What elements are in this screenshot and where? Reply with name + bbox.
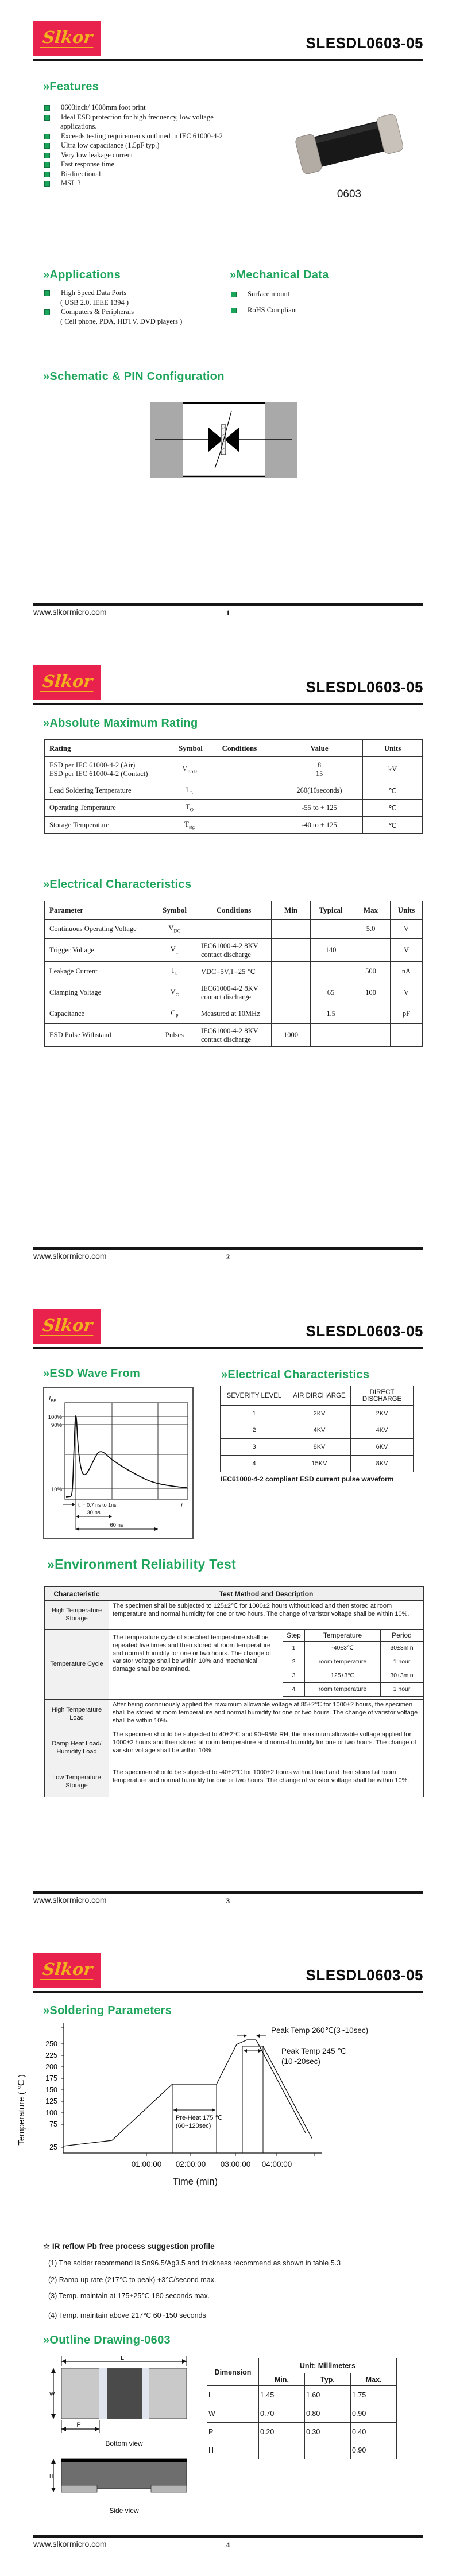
column-header: Conditions — [196, 901, 272, 920]
table-row: 4 room temperature 1 hour — [283, 1683, 423, 1697]
page-number: 1 — [226, 608, 230, 617]
reflow-profile-chart — [11, 2018, 402, 2190]
table-row: Clamping Voltage $V_C$ IEC61000-4-2 8KV contact discharge 65 100 V — [45, 981, 423, 1004]
rise-time-label: $t_r = 0.7$ ns to 1ns — [78, 1502, 117, 1510]
soldering-parameters-heading: »Soldering Parameters — [43, 2004, 172, 2017]
severity-table-caption: IEC61000-4-2 compliant ESD current pulse waveform — [221, 1475, 394, 1483]
page-1 — [0, 0, 456, 644]
column-header: Test Method and Description — [109, 1587, 424, 1601]
footer-website: www.slkormicro.com — [33, 2539, 107, 2548]
reflow-note-4: (4) Temp. maintain above 217℃ 60~150 seconds — [48, 2311, 206, 2319]
column-header: Value — [276, 740, 363, 757]
tick-label: 100% — [48, 1414, 62, 1421]
column-header: Dimension — [207, 2358, 259, 2386]
y-axis-title: Temperature ( ℃ ) — [17, 2074, 26, 2146]
bullet-square-icon — [44, 172, 50, 177]
column-header: Unit: Millimeters — [259, 2358, 397, 2373]
table-row: High Temperature Storage The specimen shall be subjected to 125±2℃ for 1000±2 hours without load and then stored at room temperature and normal humidity for one or two hours. The change of varistor voltage shall be within 10%. — [45, 1601, 424, 1630]
tick-label: 125 — [45, 2097, 57, 2105]
table-row: ESD Pulse Withstand Pulses IEC61000-4-2 8KV contact discharge 1000 — [45, 1024, 423, 1047]
table-row: High Temperature Load After being continuously applied the maximum allowable voltage at 85±2℃ for 1000±2 hours, the specimen shall be stored at room temperature and normal humidity for one or two hours. The change of varistor voltage shall be within 10%. — [45, 1700, 424, 1729]
table-row: Trigger Voltage $V_T$ IEC61000-4-2 8KV contact discharge 140 V — [45, 939, 423, 962]
column-header: Symbol — [176, 740, 203, 757]
x-tick-label: 02:00:00 — [175, 2160, 206, 2168]
column-header: Units — [391, 901, 423, 920]
schematic-heading: »Schematic & PIN Configuration — [43, 370, 225, 383]
list-item: MSL 3 — [43, 179, 290, 188]
column-header: Parameter — [45, 901, 153, 920]
temperature-cycle-steps-table: Step Temperature Period 1 -40±3℃ 30±3min 2 room temperature 1 hour 3 125±3℃ 30±3min 4 room temperature 1 hour — [283, 1630, 423, 1697]
list-item: Surface mount — [230, 290, 402, 299]
brand-logo — [33, 665, 101, 700]
footer-rule — [33, 603, 423, 606]
list-item: Fast response time — [43, 160, 290, 169]
table-row: Capacitance $C_P$ Measured at 10MHz 1.5 pF — [45, 1004, 423, 1024]
tick-label: 10% — [51, 1487, 62, 1493]
absolute-maximum-rating-table — [44, 739, 423, 834]
list-item-continuation: applications. — [60, 122, 97, 130]
dim-P-label: P — [76, 2422, 81, 2428]
features-heading: »Features — [43, 80, 99, 93]
side-view-caption: Side view — [109, 2507, 139, 2515]
electrical-characteristics-table — [44, 901, 423, 1047]
reflow-note-2: (2) Ramp-up rate (217℃ to peak) +3℃/second max. — [48, 2276, 217, 2284]
x-tick-label: 04:00:00 — [261, 2160, 292, 2168]
list-item: Bi-directional — [43, 170, 290, 179]
bullet-square-icon — [44, 181, 50, 187]
list-item: Computers & Peripherals — [43, 308, 250, 317]
peak245-duration-label: (10~20sec) — [281, 2057, 320, 2066]
bullet-square-icon — [44, 153, 50, 158]
x-axis-label: t — [181, 1503, 183, 1509]
page-2 — [0, 644, 456, 1288]
chip-photo — [293, 103, 405, 184]
page-number: 4 — [226, 2540, 230, 2549]
list-item: Ultra low capacitance (1.5pF typ.) — [43, 141, 290, 150]
mechanical-list — [230, 290, 402, 315]
time-60ns-label: 60 ns — [110, 1522, 123, 1528]
tick-label: 225 — [45, 2051, 57, 2059]
x-tick-label: 01:00:00 — [131, 2160, 162, 2168]
bullet-square-icon — [231, 292, 237, 297]
table-row: 1 2KV 2KV — [221, 1406, 414, 1422]
column-header: Rating — [45, 740, 176, 757]
tick-label: 250 — [45, 2040, 57, 2048]
table-row: L 1.45 1.60 1.75 — [207, 2386, 397, 2404]
footer-website: www.slkormicro.com — [33, 607, 107, 616]
column-header: Min. — [259, 2373, 305, 2386]
page-number: 2 — [226, 1252, 230, 1261]
environment-reliability-table — [44, 1586, 424, 1797]
severity-level-table — [220, 1386, 414, 1472]
dim-W-label: W — [49, 2391, 55, 2397]
diode-triangle-left — [208, 427, 223, 452]
outline-side-view — [49, 2455, 195, 2521]
table-row: Temperature Cycle The temperature cycle of specified temperature shall be repeated five times and then stored at room temperature and normal humidity for one or two hours. The change of varistor voltage shall be within 10% and mechanical damage shall be examined. Step Temperature Period 1 -40±3℃ 30±3min 2 room temperature 1 hour 3 125±3℃ 30±3min 4 room temperature 1 hour — [45, 1630, 424, 1700]
column-header: Min — [272, 901, 311, 920]
applications-heading: »Applications — [43, 269, 121, 281]
table-row: Lead Soldering Temperature $T_L$ 260(10seconds) ℃ — [45, 782, 423, 800]
schematic-figure — [150, 402, 297, 478]
header-rule — [33, 703, 423, 705]
tick-label: 150 — [45, 2086, 57, 2094]
table-row: Storage Temperature $T_{stg}$ -40 to + 125 ℃ — [45, 817, 423, 834]
bullet-square-icon — [44, 290, 50, 296]
list-item: Ideal ESD protection for high frequency, low voltage — [43, 113, 290, 122]
table-row: P 0.20 0.30 0.40 — [207, 2423, 397, 2441]
list-item: Very low leakage current — [43, 151, 290, 160]
table-row: 2 room temperature 1 hour — [283, 1655, 423, 1669]
header-rule — [33, 1347, 423, 1349]
profile-curve — [63, 2040, 256, 2146]
peak245-label: Peak Temp 245 ℃ — [281, 2047, 346, 2055]
list-item: High Speed Data Ports — [43, 289, 250, 298]
preheat-label: Pre-Heat 175 ℃ — [176, 2115, 222, 2121]
table-row: Leakage Current $I_L$ VDC=5V,T=25 ℃ 500 nA — [45, 962, 423, 981]
electrical-characteristics-heading: »Electrical Characteristics — [43, 878, 192, 891]
part-number-title: SLESDL0603-05 — [306, 1322, 423, 1340]
list-item: Exceeds testing requirements outlined in IEC 61000-4-2 — [43, 132, 290, 141]
chip-caption: 0603 — [337, 188, 362, 200]
bullet-square-icon — [44, 115, 50, 121]
abs-max-rating-heading: »Absolute Maximum Rating — [43, 717, 198, 730]
list-item-continuation: ( Cell phone, PDA, HDTV, DVD players ) — [60, 317, 183, 325]
bullet-square-icon — [44, 309, 50, 315]
diode-triangle-right — [225, 427, 239, 452]
bullet-square-icon — [44, 162, 50, 168]
bullet-square-icon — [44, 134, 50, 139]
header-rule — [33, 59, 423, 61]
list-item: 0603inch/ 1608mm foot print — [43, 103, 290, 112]
brand-logo — [33, 1309, 101, 1344]
column-header: AIR DIRCHARGE — [288, 1386, 351, 1406]
header-rule — [33, 1991, 423, 1993]
table-row: Damp Heat Load/ Humidity Load The specimen should be subjected to 40±2℃ and 90~95% RH, the maximum allowable voltage applied for 1000±2 hours and then stored at room temperature and normal humidity for one or two hours. The change of varistor voltage shall be within 10%. — [45, 1729, 424, 1767]
part-number-title: SLESDL0603-05 — [306, 34, 423, 52]
features-list — [43, 103, 290, 189]
tick-label: 175 — [45, 2074, 57, 2082]
outline-bottom-view — [49, 2356, 195, 2450]
electrical-characteristics-heading: »Electrical Characteristics — [221, 1368, 370, 1381]
page-number: 3 — [226, 1896, 230, 1905]
time-30ns-label: 30 ns — [87, 1510, 101, 1516]
table-row: ESD per IEC 61000-4-2 (Air) ESD per IEC 61000-4-2 (Contact) $V_{ESD}$ 8 15 kV — [45, 757, 423, 782]
table-row: Low Temperature Storage The specimen should be subjected to -40±2℃ for 1000±2 hours without load and then stored at room temperature and normal humidity for one or two hours. The change of varistor voltage shall be within 10%. — [45, 1767, 424, 1797]
tick-label: 90% — [51, 1422, 62, 1429]
part-number-title: SLESDL0603-05 — [306, 1966, 423, 1984]
page-3 — [0, 1288, 456, 1932]
footer-rule — [33, 1247, 423, 1250]
tick-label: 75 — [49, 2120, 57, 2128]
brand-logo-text: Slkor — [40, 673, 95, 692]
peak260-label: Peak Temp 260℃(3~10sec) — [271, 2026, 369, 2035]
footer-rule — [33, 2535, 423, 2538]
applications-list — [43, 289, 250, 327]
column-header: Units — [363, 740, 423, 757]
table-row: Operating Temperature $T_O$ -55 to + 125 ℃ — [45, 800, 423, 817]
column-header: Typical — [311, 901, 351, 920]
table-row: 4 15KV 8KV — [221, 1456, 414, 1472]
column-header: Symbol — [153, 901, 196, 920]
brand-logo — [33, 1953, 101, 1988]
bullet-square-icon — [44, 143, 50, 149]
table-row: 1 -40±3℃ 30±3min — [283, 1642, 423, 1655]
table-row: 2 4KV 4KV — [221, 1422, 414, 1439]
column-header: Characteristic — [45, 1587, 109, 1601]
reflow-note-1: (1) The solder recommend is Sn96.5/Ag3.5 and thickness recommend as shown in table 5.3 — [48, 2259, 341, 2267]
column-header: Conditions — [203, 740, 276, 757]
y-axis-label: $I_{PP}$ — [49, 1395, 57, 1403]
list-item: RoHS Compliant — [230, 306, 402, 315]
tick-label: 100 — [45, 2109, 57, 2117]
table-row: H 0.90 — [207, 2441, 397, 2459]
bullet-square-icon — [44, 105, 50, 111]
brand-logo-text: Slkor — [40, 1961, 95, 1980]
bullet-square-icon — [231, 308, 237, 313]
footer-website: www.slkormicro.com — [33, 1251, 107, 1260]
table-row: 3 8KV 6KV — [221, 1439, 414, 1456]
dimension-table — [207, 2358, 397, 2459]
list-item-continuation: ( USB 2.0, IEEE 1394 ) — [60, 298, 129, 307]
brand-logo-text: Slkor — [40, 29, 95, 48]
reflow-notes-title: ☆ IR reflow Pb free process suggestion profile — [43, 2242, 215, 2251]
footer-website: www.slkormicro.com — [33, 1895, 107, 1904]
dim-H-label: H — [49, 2473, 54, 2480]
footer-rule — [33, 1891, 423, 1894]
table-row: 3 125±3℃ 30±3min — [283, 1669, 423, 1683]
page-4 — [0, 1932, 456, 2576]
column-header: Max — [351, 901, 391, 920]
environment-reliability-heading: »Environment Reliability Test — [47, 1557, 237, 1572]
esd-waveform-figure — [43, 1387, 194, 1539]
x-axis-title: Time (min) — [172, 2177, 218, 2187]
outline-drawing-heading: »Outline Drawing-0603 — [43, 2334, 171, 2346]
brand-logo-text: Slkor — [40, 1317, 95, 1336]
dim-L-label: L — [120, 2356, 125, 2361]
column-header: SEVERITY LEVEL — [221, 1386, 288, 1406]
column-header: DIRECT DISCHARGE — [351, 1386, 414, 1406]
column-header: Max. — [351, 2373, 397, 2386]
column-header: Typ. — [305, 2373, 351, 2386]
bottom-view-caption: Bottom view — [105, 2439, 143, 2447]
preheat-duration-label: (60~120sec) — [176, 2123, 211, 2129]
part-number-title: SLESDL0603-05 — [306, 678, 423, 696]
mechanical-data-heading: »Mechanical Data — [230, 269, 329, 281]
table-row: W 0.70 0.80 0.90 — [207, 2404, 397, 2423]
tick-label: 25 — [49, 2143, 57, 2151]
tick-label: 200 — [45, 2063, 57, 2071]
x-tick-label: 03:00:00 — [220, 2160, 251, 2168]
esd-wave-heading: »ESD Wave From — [43, 1367, 141, 1380]
table-row: Continuous Operating Voltage $V_{DC}$ 5.0 V — [45, 920, 423, 939]
reflow-note-3: (3) Temp. maintain at 175±25℃ 180 seconds max. — [48, 2292, 210, 2300]
brand-logo — [33, 21, 101, 56]
